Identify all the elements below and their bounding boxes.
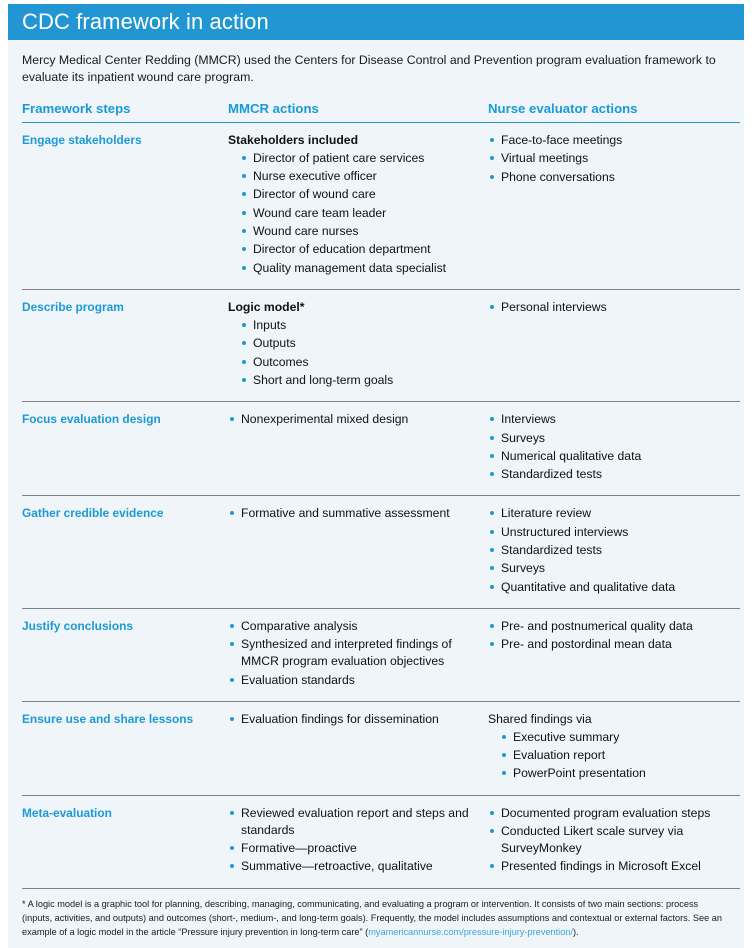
bullet-item: Presented findings in Microsoft Excel (488, 858, 740, 875)
framework-table (22, 101, 740, 889)
mmcr-actions-cell (220, 609, 478, 702)
bullet-list (228, 505, 478, 522)
figure-body-panel (8, 40, 744, 948)
bullet-list (228, 711, 478, 728)
nurse-evaluator-actions-cell (478, 290, 740, 402)
bullet-item: Pre- and postnumerical quality data (488, 618, 740, 635)
bullet-list (228, 150, 478, 277)
footnote-text-before: * A logic model is a graphic tool for planning, describing, managing, communicating, and evaluating a program or intervention. It consists of two main sections: process (inputs, activities, and outputs) and outcomes (short-, medium-, and long-term goals). Frequently, the model includes assumptions and contextual or external factors. See an example of a logic model in the article “Pressure injury prevention in long-term care” ( (22, 898, 722, 937)
mmcr-actions-cell (220, 701, 478, 795)
bullet-item: Synthesized and interpreted findings of MMCR program evaluation objectives (228, 636, 478, 670)
bullet-item: Reviewed evaluation report and steps and standards (228, 805, 478, 839)
framework-step-label: Meta-evaluation (22, 795, 220, 888)
bullet-item: Formative and summative assessment (228, 505, 478, 522)
bullet-item: Inputs (240, 317, 478, 334)
bullet-item: Personal interviews (488, 299, 740, 316)
table-header-row (22, 101, 740, 123)
bullet-item: Quality management data specialist (240, 260, 478, 277)
framework-step-label: Ensure use and share lessons (22, 701, 220, 795)
bullet-item: Surveys (488, 560, 740, 577)
bullet-item: Virtual meetings (488, 150, 740, 167)
bullet-item: Phone conversations (488, 169, 740, 186)
bullet-item: Interviews (488, 411, 740, 428)
table-row (22, 122, 740, 289)
table-row (22, 496, 740, 609)
bullet-item: Conducted Likert scale survey via SurveyMonkey (488, 823, 740, 857)
framework-step-label: Focus evaluation design (22, 402, 220, 496)
bullet-item: Nonexperimental mixed design (228, 411, 478, 428)
column-header-nurse-evaluator-actions: Nurse evaluator actions (478, 101, 740, 123)
bullet-item: Comparative analysis (228, 618, 478, 635)
bullet-list (228, 805, 478, 875)
bullet-item: Numerical qualitative data (488, 448, 740, 465)
bullet-item: Evaluation standards (228, 672, 478, 689)
bullet-list (228, 317, 478, 389)
intro-paragraph: Mercy Medical Center Redding (MMCR) used the Centers for Disease Control and Prevention program evaluation framework to evaluate its inpatient wound care program. (22, 53, 716, 85)
bullet-item: PowerPoint presentation (500, 765, 740, 782)
bullet-item: Director of education department (240, 241, 478, 258)
table-row (22, 290, 740, 402)
table-row (22, 795, 740, 888)
framework-step-label: Describe program (22, 290, 220, 402)
mmcr-actions-cell (220, 795, 478, 888)
nurse-evaluator-actions-cell (478, 402, 740, 496)
bullet-list (228, 618, 478, 688)
nurse-evaluator-actions-cell (478, 795, 740, 888)
figure-title-bar (8, 4, 744, 40)
bullet-item: Quantitative and qualitative data (488, 579, 740, 596)
bullet-item: Surveys (488, 430, 740, 447)
bullet-item: Wound care nurses (240, 223, 478, 240)
nurse-evaluator-actions-cell (478, 609, 740, 702)
bullet-item: Documented program evaluation steps (488, 805, 740, 822)
bullet-list (488, 729, 740, 782)
framework-step-label: Justify conclusions (22, 609, 220, 702)
mmcr-actions-cell (220, 122, 478, 289)
table-row (22, 402, 740, 496)
bullet-item: Face-to-face meetings (488, 132, 740, 149)
bullet-item: Outputs (240, 335, 478, 352)
bullet-item: Wound care team leader (240, 205, 478, 222)
framework-step-label: Gather credible evidence (22, 496, 220, 609)
table-row (22, 701, 740, 795)
bullet-list (488, 805, 740, 875)
nurse-evaluator-actions-cell (478, 496, 740, 609)
bullet-list (488, 132, 740, 185)
bullet-list (488, 505, 740, 595)
cell-lead-text: Shared findings via (488, 711, 592, 726)
mmcr-actions-cell (220, 496, 478, 609)
bullet-item: Evaluation report (500, 747, 740, 764)
footnote-link[interactable]: myamericannurse.com/pressure-injury-prevention/ (368, 926, 573, 937)
mmcr-actions-cell (220, 402, 478, 496)
bullet-item: Director of wound care (240, 186, 478, 203)
bullet-list (228, 411, 478, 428)
table-body (22, 122, 740, 888)
bullet-item: Short and long-term goals (240, 372, 478, 389)
bullet-item: Director of patient care services (240, 150, 478, 167)
page-title: CDC framework in action (22, 9, 269, 34)
bullet-item: Summative—retroactive, qualitative (228, 858, 478, 875)
bullet-list (488, 299, 740, 316)
bullet-item: Unstructured interviews (488, 524, 740, 541)
cell-lead-text: Logic model* (228, 300, 305, 315)
bullet-item: Standardized tests (488, 542, 740, 559)
table-row (22, 609, 740, 702)
mmcr-actions-cell (220, 290, 478, 402)
bullet-item: Evaluation findings for dissemination (228, 711, 478, 728)
table-header (22, 101, 740, 123)
footnote (22, 898, 730, 940)
bullet-item: Nurse executive officer (240, 168, 478, 185)
framework-step-label: Engage stakeholders (22, 122, 220, 289)
bullet-item: Pre- and postordinal mean data (488, 636, 740, 653)
cell-lead-text: Stakeholders included (228, 132, 359, 147)
nurse-evaluator-actions-cell (478, 122, 740, 289)
nurse-evaluator-actions-cell (478, 701, 740, 795)
bullet-item: Outcomes (240, 354, 478, 371)
bullet-list (488, 411, 740, 483)
bullet-item: Executive summary (500, 729, 740, 746)
bullet-item: Literature review (488, 505, 740, 522)
column-header-mmcr-actions: MMCR actions (220, 101, 478, 123)
bullet-item: Formative—proactive (228, 840, 478, 857)
bullet-item: Standardized tests (488, 466, 740, 483)
footnote-text-after: ). (572, 926, 579, 937)
column-header-framework-steps: Framework steps (22, 101, 220, 123)
bullet-list (488, 618, 740, 653)
